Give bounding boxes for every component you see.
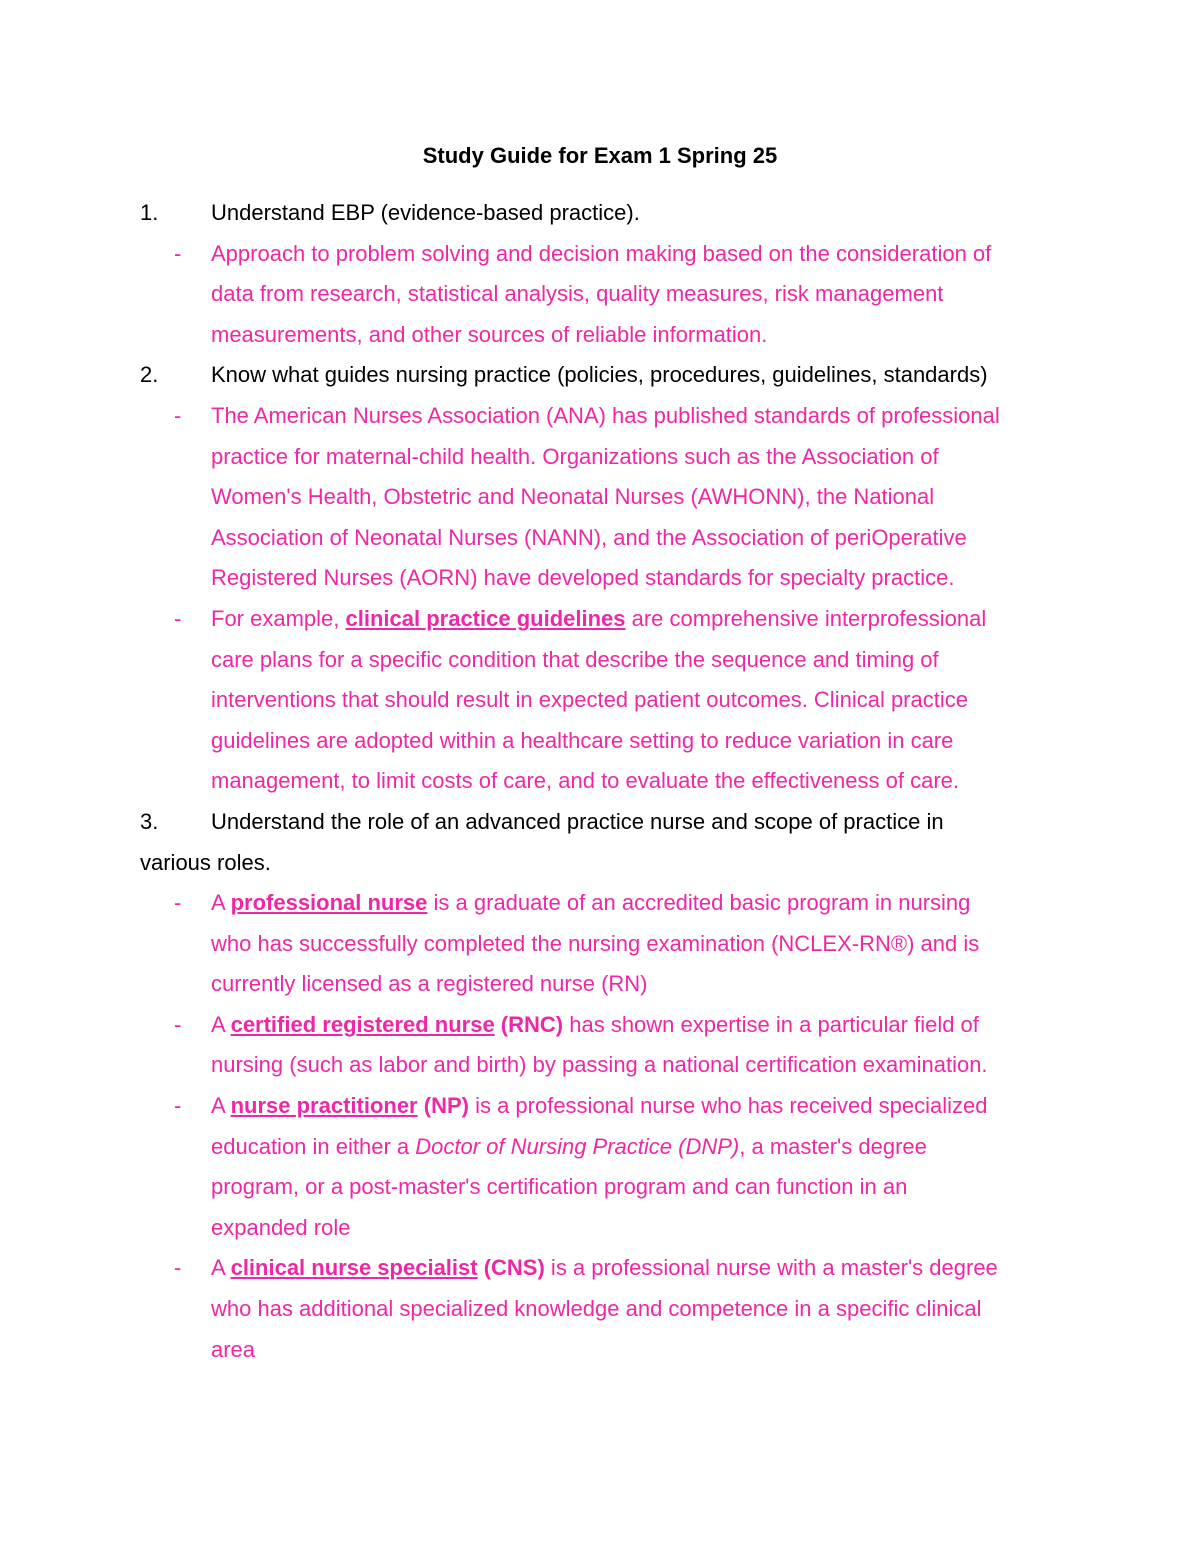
bullet-line	[140, 680, 1070, 721]
answer-text-pre: A	[211, 890, 231, 916]
answer-text-pre: A	[211, 1093, 231, 1119]
bullet-line	[140, 1005, 1070, 1046]
abbreviation: (NP)	[417, 1093, 469, 1119]
answer-text: The American Nurses Association (ANA) has published standards of professional	[211, 402, 1000, 428]
answer-text: Women's Health, Obstetric and Neonatal Nurses (AWHONN), the National	[211, 484, 935, 510]
bullet-line	[140, 640, 1070, 681]
bullet-line	[140, 1208, 1070, 1249]
bullet-line	[140, 924, 1070, 965]
bullet-line	[140, 599, 1070, 640]
bullet-line	[140, 1289, 1070, 1330]
bullet-line	[140, 1167, 1070, 1208]
answer-text-post: is a graduate of an accredited basic program in nursing	[427, 890, 971, 916]
item-number: 3.	[140, 808, 159, 834]
answer-text: Registered Nurses (AORN) have developed standards for specialty practice.	[211, 565, 955, 591]
answer-text: care plans for a specific condition that describe the sequence and timing of	[211, 646, 939, 672]
bullet-line	[140, 274, 1070, 315]
answer-text-post: are comprehensive interprofessional	[625, 605, 987, 631]
answer-text-pre: A	[211, 1255, 231, 1281]
bullet-line	[140, 883, 1070, 924]
bullet-line	[140, 518, 1070, 559]
answer-text: currently licensed as a registered nurse (RN)	[211, 971, 648, 997]
answer-text-post: is a professional nurse who has received specialized	[468, 1093, 988, 1119]
document-body	[140, 193, 1070, 1370]
bullet-line	[140, 1045, 1070, 1086]
dash-bullet: -	[174, 890, 182, 916]
document-title: Study Guide for Exam 1 Spring 25	[422, 143, 778, 168]
answer-text	[211, 1248, 998, 1289]
answer-text: measurements, and other sources of reliable information.	[211, 321, 768, 347]
answer-text: who has successfully completed the nursing examination (NCLEX-RN®) and is	[211, 930, 980, 956]
answer-text-pre: A	[211, 1011, 231, 1037]
bullet-line	[140, 1248, 1070, 1289]
answer-text-post: is a professional nurse with a master's degree	[544, 1255, 998, 1281]
bullet-line	[140, 234, 1070, 275]
keyword-professional-nurse: professional nurse	[230, 890, 428, 916]
bullet-line	[140, 396, 1070, 437]
bullet-line	[140, 437, 1070, 478]
answer-text: program, or a post-master's certification program and can function in an	[211, 1174, 908, 1200]
bullet-line	[140, 558, 1070, 599]
dash-bullet: -	[174, 1011, 182, 1037]
bullet-line	[140, 761, 1070, 802]
dash-bullet: -	[174, 1093, 182, 1119]
answer-text-pre: education in either a	[211, 1133, 416, 1159]
answer-text	[211, 1127, 927, 1168]
bullet-line	[140, 1086, 1070, 1127]
answer-text	[211, 1086, 987, 1127]
dash-bullet: -	[174, 240, 182, 266]
question-text: Understand EBP (evidence-based practice).	[211, 200, 640, 225]
answer-text	[211, 1005, 979, 1046]
item-1-question	[140, 193, 1070, 234]
item-3-question-continued	[140, 843, 1070, 884]
answer-text: practice for maternal-child health. Organizations such as the Association of	[211, 443, 939, 469]
answer-text: Approach to problem solving and decision making based on the consideration of	[211, 240, 992, 266]
answer-text: interventions that should result in expected patient outcomes. Clinical practice	[211, 687, 968, 713]
answer-text	[211, 599, 986, 640]
answer-text-pre: For example,	[211, 605, 346, 631]
answer-text: guidelines are adopted within a healthcare setting to reduce variation in care	[211, 727, 954, 753]
bullet-line	[140, 315, 1070, 356]
item-3-question	[140, 802, 1070, 843]
abbreviation: (RNC)	[494, 1011, 564, 1037]
bullet-line	[140, 477, 1070, 518]
answer-text: nursing (such as labor and birth) by passing a national certification examination.	[211, 1052, 988, 1078]
item-2-question	[140, 355, 1070, 396]
abbreviation: (CNS)	[477, 1255, 545, 1281]
keyword-certified-registered-nurse: certified registered nurse	[230, 1011, 495, 1037]
item-number: 2.	[140, 362, 159, 388]
question-text: Know what guides nursing practice (policies, procedures, guidelines, standards)	[211, 362, 988, 388]
keyword-clinical-nurse-specialist: clinical nurse specialist	[230, 1255, 478, 1281]
answer-text: data from research, statistical analysis, quality measures, risk management	[211, 281, 944, 307]
bullet-line	[140, 964, 1070, 1005]
answer-text: expanded role	[211, 1214, 351, 1240]
bullet-line	[140, 1330, 1070, 1371]
keyword-nurse-practitioner: nurse practitioner	[230, 1093, 418, 1119]
bullet-line	[140, 1127, 1070, 1168]
dash-bullet: -	[174, 1255, 182, 1281]
bullet-line	[140, 721, 1070, 762]
dash-bullet: -	[174, 605, 182, 631]
dash-bullet: -	[174, 402, 182, 428]
answer-text-post: has shown expertise in a particular field of	[563, 1011, 979, 1037]
answer-text: area	[211, 1336, 256, 1362]
question-text: various roles.	[140, 849, 271, 875]
answer-text: Association of Neonatal Nurses (NANN), and the Association of periOperative	[211, 524, 967, 550]
question-text: Understand the role of an advanced practice nurse and scope of practice in	[211, 808, 944, 834]
keyword-clinical-practice-guidelines: clinical practice guidelines	[345, 605, 626, 631]
answer-text-post: , a master's degree	[739, 1133, 927, 1159]
answer-text: management, to limit costs of care, and to evaluate the effectiveness of care.	[211, 768, 959, 794]
answer-text: who has additional specialized knowledge and competence in a specific clinical	[211, 1296, 982, 1322]
item-number: 1.	[140, 200, 159, 225]
italic-text: Doctor of Nursing Practice (DNP)	[415, 1133, 740, 1159]
answer-text	[211, 883, 970, 924]
